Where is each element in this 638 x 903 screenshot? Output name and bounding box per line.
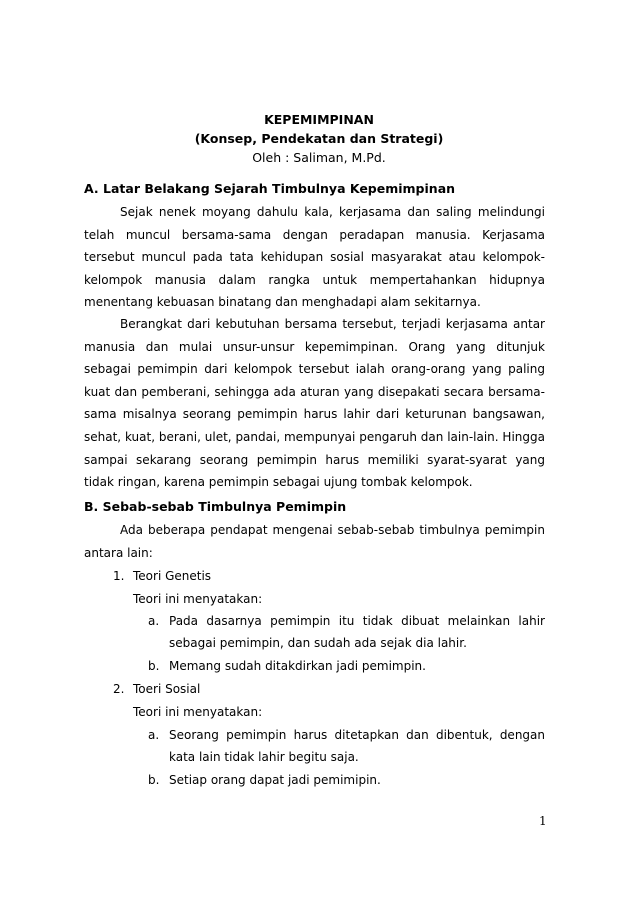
document-subtitle: (Konsep, Pendekatan dan Strategi) xyxy=(194,131,444,146)
paragraph-text: Sejak nenek moyang dahulu kala, kerjasama dan saling melindungi telah muncul bersama-sama dengan peradapan manusia. Kerjasama tersebut muncul pada tata kehidupan sosial masyarakat atau kelompok-kelompok manusia dalam rangka untuk mempertahankan hidupnya menentang kebuasan binatang dan menghadapi alam sekitarnya. xyxy=(84,205,545,310)
document-title: KEPEMIMPINAN xyxy=(264,112,374,127)
section-b-heading: B. Sebab-sebab Timbulnya Pemimpin xyxy=(84,499,347,514)
sub-item-letter: a. xyxy=(148,728,160,742)
list-item-number: 1. xyxy=(113,569,125,583)
document-author: Oleh : Saliman, M.Pd. xyxy=(252,150,386,165)
paragraph-text: Berangkat dari kebutuhan bersama tersebut, terjadi kerjasama antar manusia dan mulai unsur-unsur kepemimpinan. Orang yang ditunjuk sebagai pemimpin dari kelompok tersebut ialah orang-orang yang paling kuat dan pemberani, sehingga ada aturan yang disepakati secara bersama-sama misalnya seorang pemimpin harus lahir dari keturunan bangsawan, sehat, kuat, berani, ulet, pandai, mempunyai pengaruh dan lain-lain. Hingga sampai sekarang seorang pemimpin harus memiliki syarat-syarat yang tidak ringan, karena pemimpin sebagai ujung tombak kelompok. xyxy=(84,317,545,490)
sub-item-text: Seorang pemimpin harus ditetapkan dan dibentuk, dengan kata lain tidak lahir begitu saja. xyxy=(169,728,545,764)
list-item-label: Toeri Sosial xyxy=(133,682,201,696)
section-a-heading: A. Latar Belakang Sejarah Timbulnya Kepemimpinan xyxy=(84,181,456,196)
list-item-number: 2. xyxy=(113,682,125,696)
sub-item-text: Setiap orang dapat jadi pemimipin. xyxy=(169,773,381,787)
sub-item-letter: b. xyxy=(148,773,160,787)
list-item-intro: Teori ini menyatakan: xyxy=(133,705,263,719)
page-number: 1 xyxy=(539,814,547,828)
paragraph-text: Ada beberapa pendapat mengenai sebab-sebab timbulnya pemimpin antara lain: xyxy=(84,523,545,560)
section-b-intro xyxy=(84,519,545,564)
list-item-label: Teori Genetis xyxy=(133,569,212,583)
list-item-intro: Teori ini menyatakan: xyxy=(133,592,263,606)
section-a-paragraph-2 xyxy=(84,313,545,494)
sub-item-text: Pada dasarnya pemimpin itu tidak dibuat melainkan lahir sebagai pemimpin, dan sudah ada sejak dia lahir. xyxy=(169,614,545,650)
sub-item-letter: a. xyxy=(148,614,160,628)
section-a-paragraph-1 xyxy=(84,201,545,314)
sub-item-letter: b. xyxy=(148,659,160,673)
sub-item-text: Memang sudah ditakdirkan jadi pemimpin. xyxy=(169,659,426,673)
